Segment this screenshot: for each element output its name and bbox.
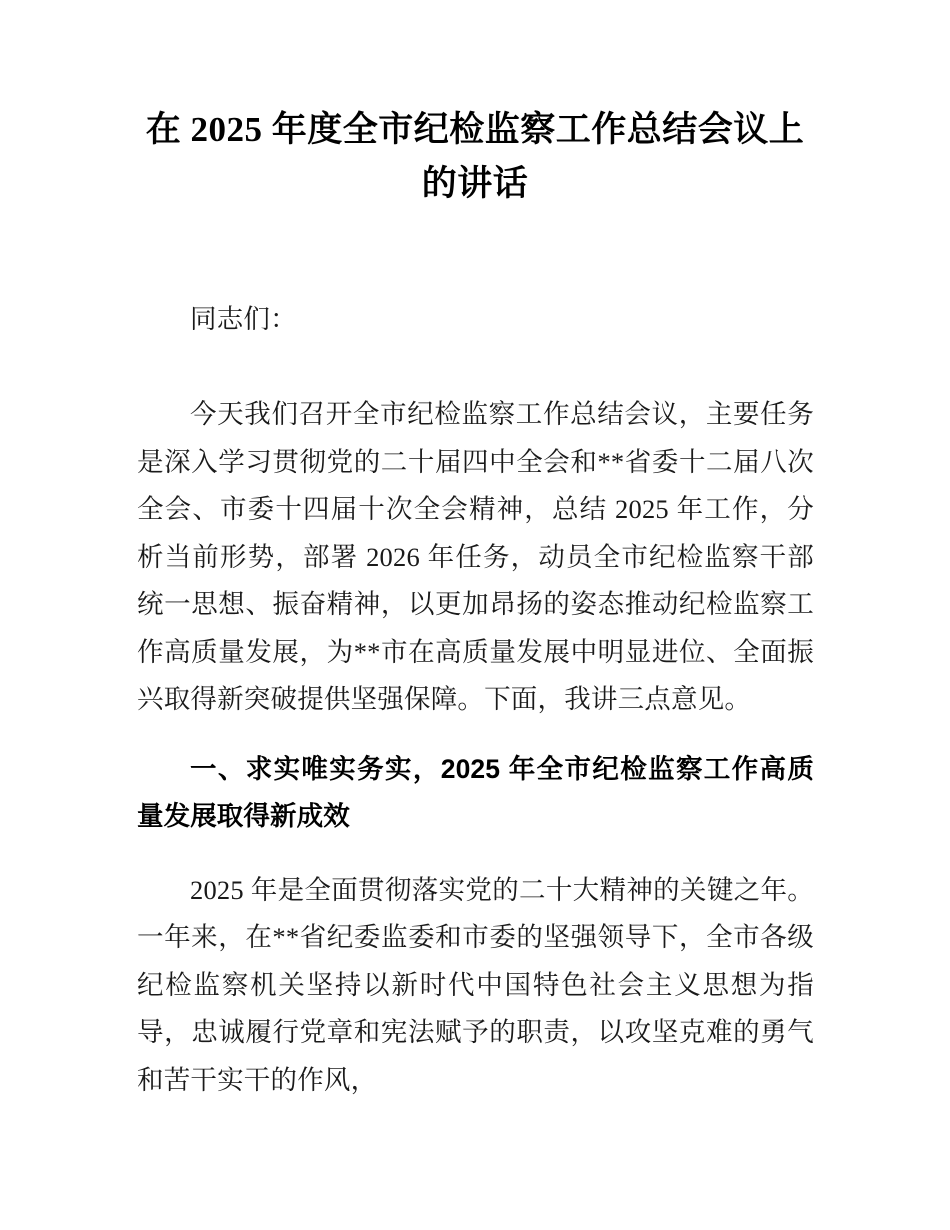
section-heading-one: 一、求实唯实务实，2025 年全市纪检监察工作高质量发展取得新成效 bbox=[137, 753, 814, 831]
paragraph-spacer bbox=[137, 724, 814, 746]
paragraph-section-one-body: 2025 年是全面贯彻落实党的二十大精神的关键之年。一年来，在**省纪委监委和市委的坚强领导下，全市各级纪检监察机关坚持以新时代中国特色社会主义思想为指导，忠诚履行党章和宪法赋予的职责，以攻坚克难的勇气和苦干实干的作风， bbox=[137, 874, 814, 1095]
salutation-line: 同志们： bbox=[190, 304, 297, 334]
document-title: 在 2025 年度全市纪检监察工作总结会议上的讲话 bbox=[145, 110, 805, 203]
paragraph-opening: 今天我们召开全市纪检监察工作总结会议，主要任务是深入学习贯彻党的二十届四中全会和**省委十二届八次全会、市委十四届十次全会精神，总结 2025 年工作，分析当前形势，部署 2026 年任务，动员全市纪检监察干部统一思想、振奋精神，以更加昂扬的姿态推动纪检监察工作高质量发展，为**市在高质量发展中明显进位、全面振兴取得新突破提供坚强保障。下面，我讲三点意见。 bbox=[137, 399, 814, 714]
heading-spacer bbox=[137, 841, 814, 867]
document-body bbox=[137, 296, 814, 1104]
